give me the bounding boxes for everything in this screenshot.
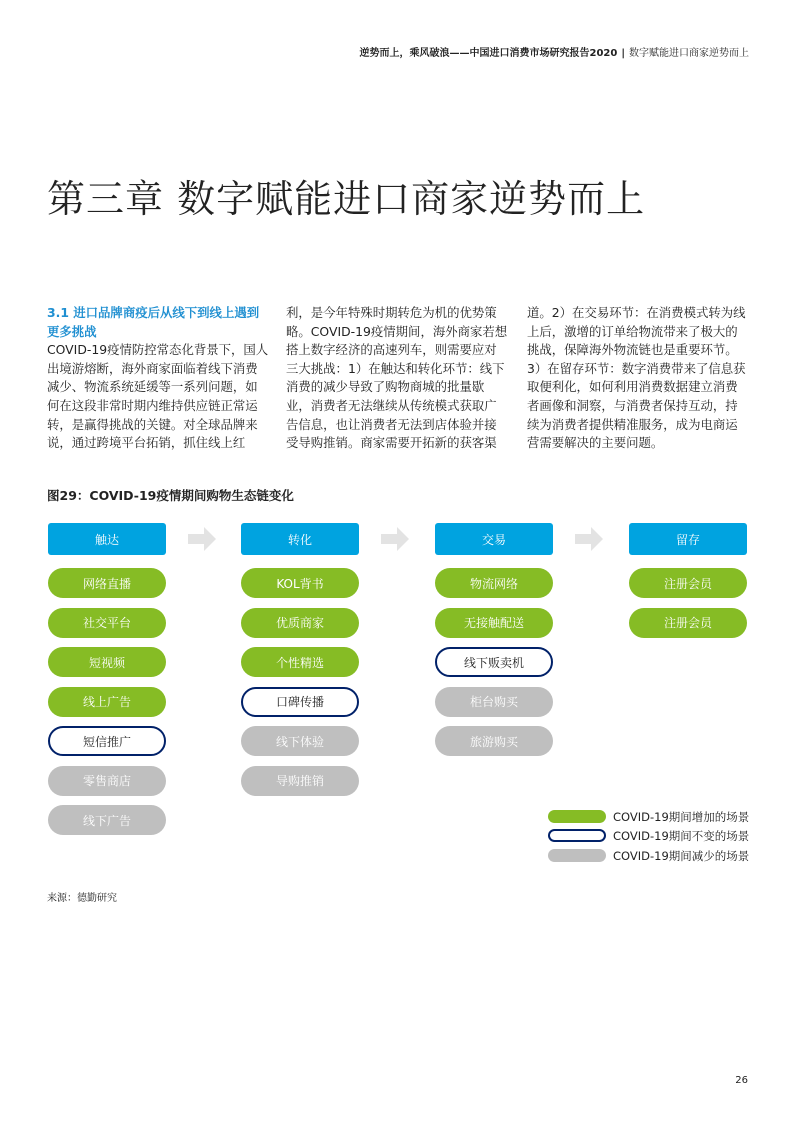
text-column-3 xyxy=(527,304,749,453)
page-header xyxy=(360,44,750,59)
paragraph-part-3: 道。2）在交易环节：在消费模式转为线上后，激增的订单给物流带来了极大的挑战，保障海外物流链也是重要环节。3）在留存环节：数字消费带来了信息获取便利化，如何利用消费数据建立消费者画像和洞察，与消费者保持互动，持续为消费者提供精准服务，成为电商运营需要解决的主要问题。 xyxy=(527,305,746,451)
paragraph-part-2: 利，是今年特殊时期转危为机的优势策略。COVID-19疫情期间，海外商家若想搭上数字经济的高速列车，则需要应对三大挑战：1）在触达和转化环节：线下消费的减少导致了购物商城的批量歇业，消费者无法继续从传统模式获取广告信息，也让消费者无法到店体验并接受导购推销。商家需要开拓新的获客渠 xyxy=(286,305,508,451)
legend-label: COVID-19期间增加的场景 xyxy=(613,810,750,824)
scenario-pill: 社交平台 xyxy=(48,608,166,638)
scenario-pill: 旅游购买 xyxy=(435,726,553,756)
section-heading: 3.1 进口品牌商疫后从线下到线上遇到更多挑战 xyxy=(47,305,260,339)
legend-label: COVID-19期间减少的场景 xyxy=(613,849,750,863)
scenario-pill: 短信推广 xyxy=(48,726,166,756)
stage-header: 转化 xyxy=(241,523,359,555)
stage-header: 交易 xyxy=(435,523,553,555)
legend-swatch xyxy=(548,849,606,862)
scenario-pill: 物流网络 xyxy=(435,568,553,598)
scenario-pill: 线下贩卖机 xyxy=(435,647,553,677)
stage-header: 留存 xyxy=(629,523,747,555)
scenario-pill: 口碑传播 xyxy=(241,687,359,717)
scenario-pill: 优质商家 xyxy=(241,608,359,638)
stage-header: 触达 xyxy=(48,523,166,555)
scenario-pill: 线下体验 xyxy=(241,726,359,756)
page-number: 26 xyxy=(735,1075,748,1086)
source-note: 来源：德勤研究 xyxy=(47,893,117,904)
scenario-pill: 注册会员 xyxy=(629,608,747,638)
scenario-pill: 无接触配送 xyxy=(435,608,553,638)
scenario-pill: 线上广告 xyxy=(48,687,166,717)
scenario-pill: 注册会员 xyxy=(629,568,747,598)
arrow-right-icon xyxy=(575,527,603,551)
scenario-pill: 个性精选 xyxy=(241,647,359,677)
text-column-2 xyxy=(286,304,508,453)
scenario-pill: 零售商店 xyxy=(48,766,166,796)
scenario-pill: 短视频 xyxy=(48,647,166,677)
text-column-1 xyxy=(47,304,269,453)
report-title: 逆势而上，乘风破浪——中国进口消费市场研究报告2020 xyxy=(359,48,618,59)
paragraph-part-1: COVID-19疫情防控常态化背景下，国人出境游熔断，海外商家面临着线下消费减少、物流系统延缓等一系列问题，如何在这段非常时期内维持供应链正常运转，是赢得挑战的关键。对全球品牌来说，通过跨境平台拓销，抓住线上红 xyxy=(47,342,269,451)
scenario-pill: 线下广告 xyxy=(48,805,166,835)
scenario-pill: 导购推销 xyxy=(241,766,359,796)
chapter-short-title: 数字赋能进口商家逆势而上 xyxy=(629,48,749,59)
chapter-title: 第三章 数字赋能进口商家逆势而上 xyxy=(47,177,646,221)
scenario-pill: 网络直播 xyxy=(48,568,166,598)
arrow-right-icon xyxy=(381,527,409,551)
header-separator: | xyxy=(621,48,625,59)
legend-swatch xyxy=(548,829,606,842)
legend-label: COVID-19期间不变的场景 xyxy=(613,829,750,843)
scenario-pill: KOL背书 xyxy=(241,568,359,598)
legend-swatch xyxy=(548,810,606,823)
figure-title: 图29：COVID-19疫情期间购物生态链变化 xyxy=(47,488,294,503)
arrow-right-icon xyxy=(188,527,216,551)
scenario-pill: 柜台购买 xyxy=(435,687,553,717)
